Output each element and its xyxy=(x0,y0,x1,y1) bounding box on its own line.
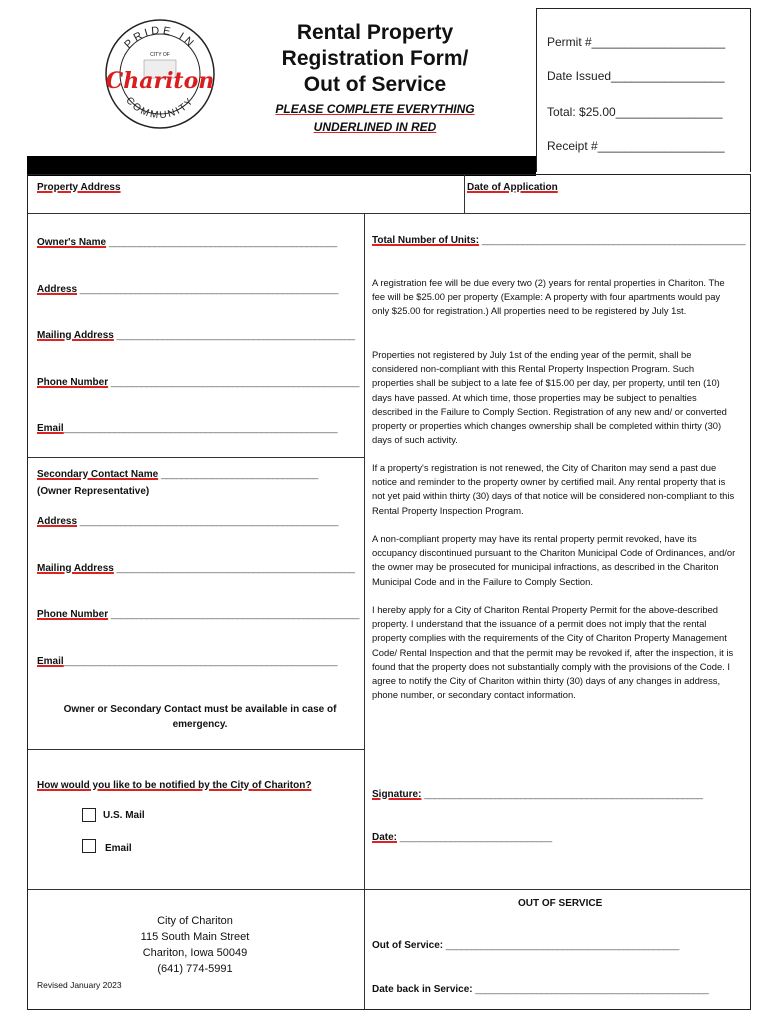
date-issued-field[interactable]: Date Issued_________________ xyxy=(547,69,725,83)
paragraph-registration-fee: A registration fee will be due every two (2) years for rental properties in Chariton. The fee will be $25.00 per property (Example: A property with four apartments would pay only $25.00 for registration.) All properties need to be registered by July 1st. xyxy=(372,277,725,317)
title-line-3: Out of Service xyxy=(303,73,447,96)
city-name: City of Chariton xyxy=(157,915,233,927)
secondary-email-label: Email xyxy=(37,656,64,667)
owner-name-label: Owner's Name xyxy=(37,237,107,248)
email-checkbox[interactable] xyxy=(82,839,96,853)
emergency-note-line-1: Owner or Secondary Contact must be available in case of xyxy=(63,704,337,715)
owner-phone-line: _________________________________________________ xyxy=(110,377,359,388)
owner-email-line: ______________________________________________________ xyxy=(63,423,338,434)
us-mail-checkbox[interactable] xyxy=(82,808,96,822)
us-mail-label: U.S. Mail xyxy=(103,810,145,821)
property-address-label: Property Address xyxy=(37,182,121,193)
divider xyxy=(364,889,365,1009)
signature-date-label: Date: xyxy=(372,832,398,843)
divider xyxy=(28,457,364,458)
signature-date-line: ______________________________ xyxy=(399,832,552,843)
title-line-2: Registration Form/ xyxy=(281,47,469,70)
secondary-phone-label: Phone Number xyxy=(37,609,109,620)
property-address-field[interactable] xyxy=(37,182,121,193)
paragraph-late-registration: Properties not registered by July 1st of the ending year of the permit, shall be considered non-compliant with this Rental Property Inspection Program. Such properties shall be subject to a late fee of $15.00 per day, per property, until ten (10) days have passed. At which time, those properties may be subject to penalties described in the Failure to Comply Section. Registration of any new and/ or converted property or properties which changes ownership shall be completed within thirty (30) days of such activity. xyxy=(372,349,727,446)
owner-phone-label: Phone Number xyxy=(37,377,109,388)
date-of-application-label: Date of Application xyxy=(467,182,558,193)
permit-number-field[interactable]: Permit #____________________ xyxy=(547,35,726,49)
back-in-service-line: ______________________________________________ xyxy=(475,984,709,995)
owner-name-line: _____________________________________________ xyxy=(108,237,337,248)
owner-representative-note: (Owner Representative) xyxy=(37,486,150,497)
office-use-box xyxy=(536,8,751,172)
secondary-phone-field[interactable] xyxy=(37,609,359,620)
divider xyxy=(28,889,750,890)
owner-mailing-line: _______________________________________________ xyxy=(116,330,355,341)
total-units-label: Total Number of Units: xyxy=(372,235,480,246)
seal-city-small: CITY OF xyxy=(150,52,170,58)
secondary-address-field[interactable] xyxy=(37,516,338,527)
owner-name-field[interactable] xyxy=(37,237,337,248)
secondary-name-field[interactable] xyxy=(37,469,318,480)
back-in-service-field[interactable] xyxy=(372,984,708,995)
signature-field[interactable] xyxy=(372,789,703,800)
secondary-address-line: ___________________________________________________ xyxy=(79,516,338,527)
secondary-phone-line: _________________________________________________ xyxy=(110,609,359,620)
header-divider-bar xyxy=(27,156,536,176)
owner-email-field[interactable] xyxy=(37,423,337,434)
seal-city-name: Chariton xyxy=(105,68,215,94)
owner-address-field[interactable] xyxy=(37,284,338,295)
owner-mailing-field[interactable] xyxy=(37,330,355,341)
divider xyxy=(28,213,750,214)
notification-question-text: How would you like to be notified by the City of Chariton? xyxy=(37,780,312,791)
out-of-service-field[interactable] xyxy=(372,940,679,951)
seal-bottom-text: COMMUNITY xyxy=(123,95,197,122)
owner-phone-field[interactable] xyxy=(37,377,359,388)
emergency-note xyxy=(37,702,363,732)
notification-question xyxy=(37,780,311,791)
revision-date: Revised January 2023 xyxy=(37,980,122,990)
city-address-block xyxy=(120,913,270,977)
signature-line: _______________________________________________________ xyxy=(424,789,703,800)
city-street: 115 South Main Street xyxy=(140,931,250,943)
divider xyxy=(364,213,365,889)
divider xyxy=(28,749,364,750)
emergency-note-line-2: emergency. xyxy=(172,719,228,730)
secondary-email-line: ______________________________________________________ xyxy=(63,656,338,667)
svg-text:COMMUNITY xyxy=(123,95,196,121)
secondary-mailing-line: _______________________________________________ xyxy=(116,563,355,574)
out-of-service-title: OUT OF SERVICE xyxy=(518,898,603,909)
total-fee-field[interactable]: Total: $25.00________________ xyxy=(547,105,723,119)
out-of-service-line: ______________________________________________ xyxy=(445,940,679,951)
divider xyxy=(464,175,465,213)
city-town: Chariton, Iowa 50049 xyxy=(142,947,248,959)
form-title xyxy=(258,20,492,98)
subtitle-line-2: UNDERLINED IN RED xyxy=(313,120,437,134)
owner-address-label: Address xyxy=(37,284,78,295)
receipt-number-field[interactable]: Receipt #___________________ xyxy=(547,139,725,153)
form-subtitle xyxy=(258,100,492,136)
city-phone: (641) 774-5991 xyxy=(157,963,233,975)
signature-date-field[interactable] xyxy=(372,832,552,843)
title-line-1: Rental Property xyxy=(296,21,454,44)
date-of-application-field[interactable] xyxy=(467,182,558,193)
secondary-mailing-label: Mailing Address xyxy=(37,563,114,574)
owner-address-line: ___________________________________________________ xyxy=(79,284,338,295)
secondary-email-field[interactable] xyxy=(37,656,337,667)
secondary-name-label: Secondary Contact Name xyxy=(37,469,159,480)
secondary-address-label: Address xyxy=(37,516,78,527)
out-of-service-label: Out of Service: xyxy=(372,940,444,951)
total-units-line: ____________________________________________________ xyxy=(481,235,746,246)
secondary-name-line: _______________________________ xyxy=(160,469,318,480)
subtitle-line-1: PLEASE COMPLETE EVERYTHING xyxy=(275,102,475,116)
seal-top-text: PRIDE IN xyxy=(122,24,198,51)
back-in-service-label: Date back in Service: xyxy=(372,984,473,995)
total-units-field[interactable] xyxy=(372,235,745,246)
owner-email-label: Email xyxy=(37,423,64,434)
paragraph-non-compliance: A non-compliant property may have its rental property permit revoked, have its occupancy discontinued pursuant to the Chariton Municipal Code of Ordinances, and/or the owner may be prosecuted for municipal infractions, as described in the Chariton Municipal Code and in the Failure to Comply Section. xyxy=(372,533,736,587)
paragraph-applicant-agreement: I hereby apply for a City of Chariton Rental Property Permit for the above-described property. I understand that the issuance of a permit does not imply that the rental property complies with the requirements of the City of Chariton Property Management Code/ Rental Inspection and that the permit may be revoked if, after the inspection, it is found that the property does not substantially comply with the provisions of the Code. I agree to notify the City of Chariton within thirty (30) days of any changes in address, phone number, or secondary contact information. xyxy=(372,604,734,701)
svg-text:PRIDE IN xyxy=(122,25,198,51)
paragraph-renewal-notice: If a property's registration is not renewed, the City of Chariton may send a past due notice and reminder to the property owner by certified mail. Any rental property that is not yet paid within thirty (30) days of that notice will be considered non-compliant to this Rental Property Inspection Program. xyxy=(372,462,735,516)
chariton-seal-logo xyxy=(104,18,216,130)
email-option-label: Email xyxy=(105,843,132,854)
secondary-mailing-field[interactable] xyxy=(37,563,355,574)
signature-label: Signature: xyxy=(372,789,422,800)
owner-mailing-label: Mailing Address xyxy=(37,330,114,341)
